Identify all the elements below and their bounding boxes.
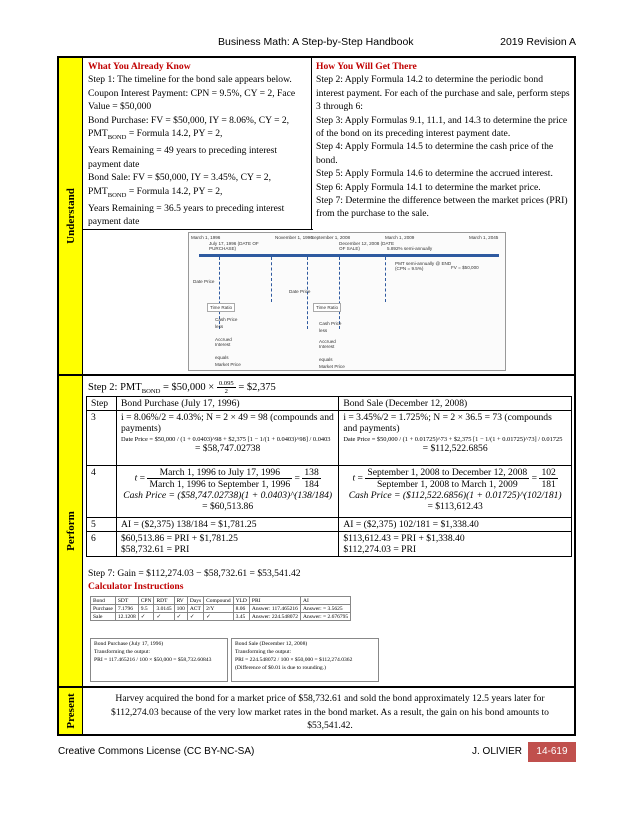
calc-purchase-box: Bond Purchase (July 17, 1996) Transforming the output: PRI = 117.465216 / 100 × $50,000 = $58,732.60843 (90, 638, 228, 682)
present-label: Present (59, 688, 83, 734)
perform-section (59, 374, 574, 686)
page-header (58, 36, 576, 52)
table-row: 5 AI = ($2,375) 138/184 = $1,781.25 AI = ($2,375) 102/181 = $1,338.40 (87, 518, 572, 532)
what-you-know: What You Already Know Step 1: The timeline for the bond sale appears below. Coupon Interest Payment: CPN = 9.5%, CY = 2, Face Value = $50,000 Bond Purchase: FV = $50,000, IY = 8.06%, CY = 2, $PMT_{BOND}$ = Formula 14.2, PY = 2, Years Remaining = 49 years to preceding interest payment date Bond Sale: FV = $50,000, IY = 3.45%, CY = 2, $PMT_{BOND}$ = Formula 14.2, PY = 2, Years Remaining = 36.5 years to preceding interest payment date (88, 61, 296, 228)
timeline-bar (199, 254, 499, 257)
understand-section (59, 58, 574, 374)
step7: Step 7: Gain = $112,274.03 − $58,732.61 = $53,541.42 (88, 568, 301, 579)
book-title: Business Math: A Step-by-Step Handbook (218, 36, 414, 48)
calc-sale-box: Bond Sale (December 12, 2008) Transforming the output: PRI = 224.548072 / 100 × $50,000 = $112,274.0362 (Difference of $0.01 is due to rounding.) (231, 638, 379, 682)
solution-frame (57, 56, 576, 736)
table-row: Purchase 7.1796 9.5 3.0145 100 ACT 2/Y 8.06 Answer: 117.465216 Answer: = 3.5625 (91, 605, 351, 613)
how-you-get-there: How You Will Get There Step 2: Apply Formula 14.2 to determine the periodic bond interest payment. For each of the purchase and sale, perform steps 3 through 6: Step 3: Apply Formulas 9.1, 11.1, and 14.3 to determine the price of the bond on its preceding interest payment date. Step 4: Apply Formula 14.5 to determine the cash price of the bond. Step 5: Apply Formula 14.6 to determine the accrued interest. Step 6: Apply Formula 14.1 to determine the market price. Step 7: Determine the difference between the market prices (PRI) from the purchase to the sale. (316, 61, 570, 220)
divider (311, 58, 312, 229)
page-number: 14-619 (528, 742, 576, 762)
understand-label: Understand (59, 58, 83, 374)
present-section (59, 686, 574, 734)
divider (83, 229, 313, 230)
present-text: Harvey acquired the bond for a market price of $58,732.61 and sold the bond approximately 12.5 years later for $112,274.03 because of the very low market rates in the bond market. As a result, the gain on his bond amounts to $53,541.42. (111, 693, 549, 731)
table-row: Sale 12.1208 ✓ ✓ ✓ ✓ ✓ 3.45 Answer: 224.548072 Answer: = 2.676795 (91, 613, 351, 621)
step2: Step 2: $PMT_{BOND}$ = $50,000 × $\frac{0.095}{2}$ = $2,375 (88, 380, 276, 395)
license: Creative Commons License (CC BY-NC-SA) (58, 746, 255, 757)
revision: 2019 Revision A (500, 36, 576, 48)
table-row: 3 i = 8.06%/2 = 4.03%; N = 2 × 49 = 98 (compounds and payments) Date Price = $50,000 / (1 + 0.0403)^98 + $2,375 [1 − 1/(1 + 0.0403)^98] / 0.0403 = $58,747.02738 i = 3.45%/2 = 1.725%; N = 2 × 36.5 = 73 (compounds and payments) Date Price = $50,000 / (1 + 0.01725)^73 + $2,375 [1 − 1/(1 + 0.01725)^73] / 0.01725 = $112,522.6856 (87, 411, 572, 466)
calculator-table: Bond SDT CPN RDT RV Days Compound YLD PRI AI Purchase 7.1796 9.5 3.0145 100 ACT 2/Y 8.06 Answer: 117.465216 Answer: = 3.5625 Sale 12.1208 ✓ ✓ ✓ ✓ ✓ 3.45 Answer: 224.548072 Answer: = 2.676795 (90, 596, 351, 621)
calculator-title: Calculator Instructions (88, 581, 184, 592)
table-row: 6 $60,513.86 = PRI + $1,781.25 $58,732.61 = PRI $113,612.43 = PRI + $1,338.40 $112,274.03 = PRI (87, 532, 572, 557)
perform-label: Perform (59, 376, 83, 686)
timeline-figure: March 1, 1996 November 1, 1996 September 1, 2008 March 1, 2009 March 1, 2045 July 17, 1996 (DATE OF PURCHASE) December 12, 2008 (DATE OF SALE) 5.892% semi-annually PMT semi-annually @ END (CPN = 9.5%) FV = $50,000 Date Price Date Price Time Ratio Time Ratio Cash Price less Cash Price less Accrued Interest Accrued Interest equals Market Price equals Market Price (188, 232, 506, 371)
author: J. OLIVIER (472, 746, 523, 757)
table-row: 4 t = $\frac{\text{March 1, 1996 to July 17, 1996}}{\text{March 1, 1996 to September 1, 1996}}$ = $\frac{138}{184}$ Cash Price = ($58,747.02738)(1 + 0.0403)^(138/184) = $60,513.86 t = $\frac{\text{September 1, 2008 to December 12, 2008}}{\text{September 1, 2008 to March 1, 2009}}$ = $\frac{102}{181}$ Cash Price = ($112,522.6856)(1 + 0.01725)^(102/181) = $113,612.43 (87, 466, 572, 518)
solution-table: Step Bond Purchase (July 17, 1996) Bond Sale (December 12, 2008) 3 i = 8.06%/2 = 4.03%; N = 2 × 49 = 98 (compounds and payments) Date Price = $50,000 / (1 + 0.0403)^98 + $2,375 [1 − 1/(1 + 0.0403)^98] / 0.0403 = $58,747.02738 i = 3.45%/2 = 1.725%; N = 2 × 36.5 = 73 (compounds and payments) Date Price = $50,000 / (1 + 0.01725)^73 + $2,375 [1 − 1/(1 + 0.01725)^73] / 0.01725 = $112,522.6856 4 t = $\frac{\text{March 1, 1996 to July 17, 1996}}{\text{March 1, 1996 to September 1, 1996}}$ = $\frac{138}{184}$ Cash Price = ($58,747.02738)(1 + 0.0403)^(138/184) = $60,513.86 t = $\frac{\text{September 1, 2008 to December 12, 2008}}{\text{September 1, 2008 to March 1, 2009}}$ = $\frac{102}{181}$ Cash Price = ($112,522.6856)(1 + 0.01725)^(102/181) = $113,612.43 5 AI = ($2,375) 138/184 = $1,781.25 AI = ($2,375) 102/181 = $1,338.40 6 $60,513.86 = PRI + $1,781.25 $58,732.61 = PRI $113,612.43 = PRI + $1,338.40 $112,274.03 = PRI (86, 396, 572, 557)
